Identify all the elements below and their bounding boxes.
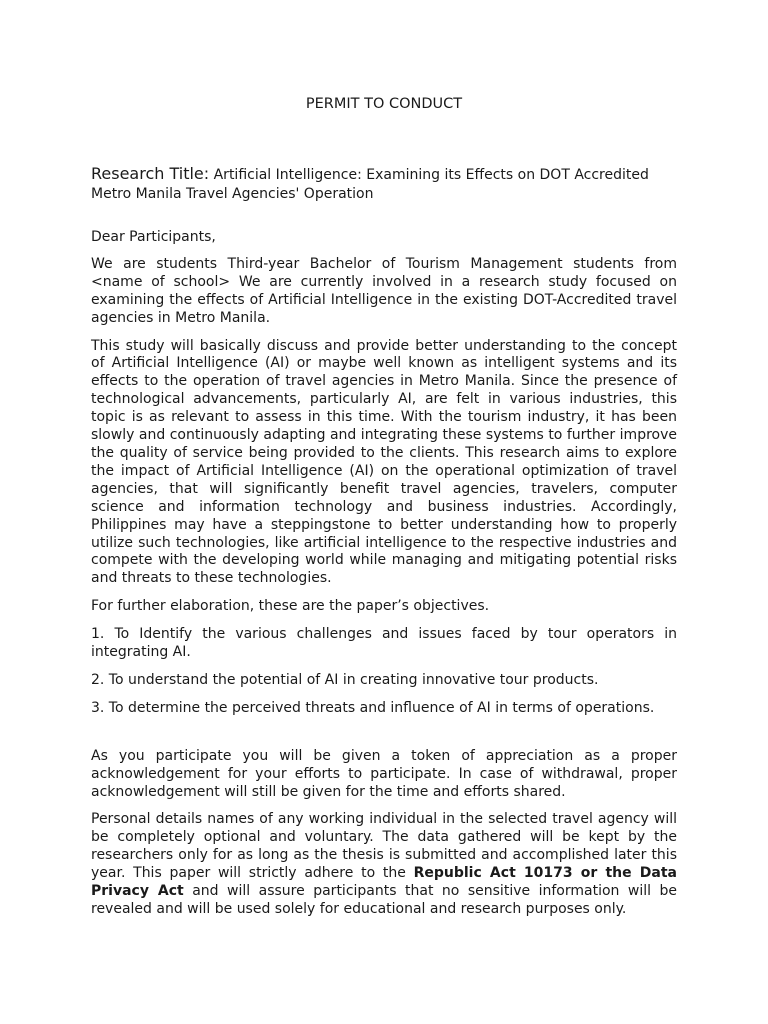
privacy-text-after: and will assure participants that no sensitive information will be revealed and will be used solely for educational and research purposes only. (91, 883, 677, 917)
objective-item: 1. To Identify the various challenges and issues faced by tour operators in integrating AI. (91, 626, 677, 661)
objectives-intro: For further elaboration, these are the paper’s objectives. (91, 598, 490, 615)
appreciation-paragraph: As you participate you will be given a token of appreciation as a proper acknowledgement for your efforts to participate. In case of withdrawal, proper acknowledgement will still be given for the time and efforts shared. (91, 747, 677, 800)
objective-item: 2. To understand the potential of AI in creating innovative tour products. (91, 671, 599, 688)
privacy-paragraph (91, 811, 677, 918)
document-title: PERMIT TO CONDUCT (305, 96, 463, 112)
objective-item: 3. To determine the perceived threats and influence of AI in terms of operations. (91, 699, 655, 716)
research-title-value: Artificial Intelligence: Examining its Effects on DOT Accredited Metro Manila Travel Agencies' Operation (91, 167, 649, 202)
document-page (91, 94, 677, 929)
study-description-paragraph: This study will basically discuss and provide better understanding to the concept of Artificial Intelligence (AI) or maybe well known as intelligent systems and its effects to the operation of travel agencies in Metro Manila. Since the presence of technological advancements, particularly AI, are felt in various industries, this topic is as relevant to assess in this time. With the tourism industry, it has been slowly and continuously adapting and integrating these systems to further improve the quality of service being provided to the clients. This research aims to explore the impact of Artificial Intelligence (AI) on the operational optimization of travel agencies, that will significantly benefit travel agencies, travelers, computer science and information technology and business industries. Accordingly, Philippines may have a steppingstone to better understanding how to properly utilize such technologies, like artificial intelligence to the respective industries and compete with the developing world while managing and mitigating potential risks and threats to these technologies. (91, 337, 677, 587)
research-title-label: Research Title: (91, 164, 210, 183)
research-title (91, 164, 677, 204)
intro-paragraph: We are students Third-year Bachelor of Tourism Management students from <name of school> We are currently involved in a research study focused on examining the effects of Artificial Intelligence in the existing DOT-Accredited travel agencies in Metro Manila. (91, 255, 677, 326)
privacy-text-before: Personal details names of any working individual in the selected travel agency will be completely optional and voluntary. The data gathered will be kept by the researchers only for as long as the thesis is submitted and accomplished later this year. This paper will strictly adhere to the (91, 811, 677, 882)
privacy-law-reference: Republic Act 10173 or the Data Privacy Act (91, 865, 677, 900)
salutation: Dear Participants, (91, 229, 216, 245)
